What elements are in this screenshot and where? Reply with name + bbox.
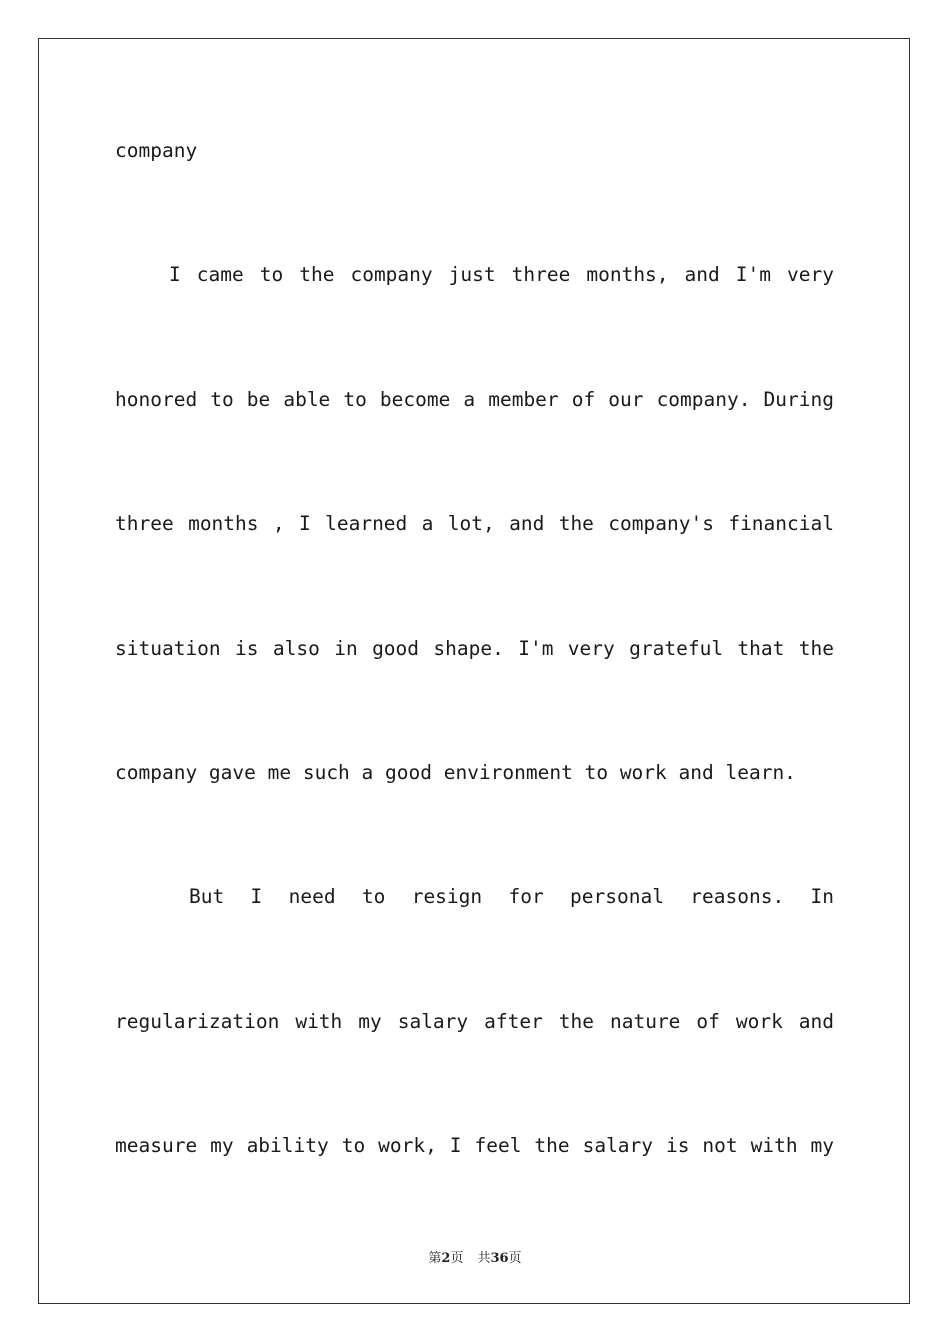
text-line: company <box>115 139 198 162</box>
text-line: regularization with my salary after the nature of work and <box>115 1010 834 1033</box>
page-footer <box>0 1247 950 1266</box>
total-prefix: 共 <box>477 1251 491 1266</box>
page-suffix: 页 <box>450 1251 464 1266</box>
text-line: situation is also in good shape. I'm very grateful that the <box>115 637 834 660</box>
total-suffix: 页 <box>508 1251 522 1266</box>
paragraph-first-line: But I need to resign for personal reasons. In <box>189 885 834 908</box>
text-line: measure my ability to work, I feel the salary is not with my <box>115 1134 834 1157</box>
page-border <box>38 38 910 1304</box>
text-line: company gave me such a good environment to work and learn. <box>115 761 796 784</box>
total-pages: 36 <box>490 1251 509 1266</box>
page-prefix: 第 <box>428 1251 442 1266</box>
text-line: honored to be able to become a member of our company. During <box>115 388 834 411</box>
text-line: three months , I learned a lot, and the company's financial <box>115 512 834 535</box>
page-number: 2 <box>441 1251 451 1266</box>
paragraph-first-line: I came to the company just three months, and I'm very <box>169 263 834 286</box>
